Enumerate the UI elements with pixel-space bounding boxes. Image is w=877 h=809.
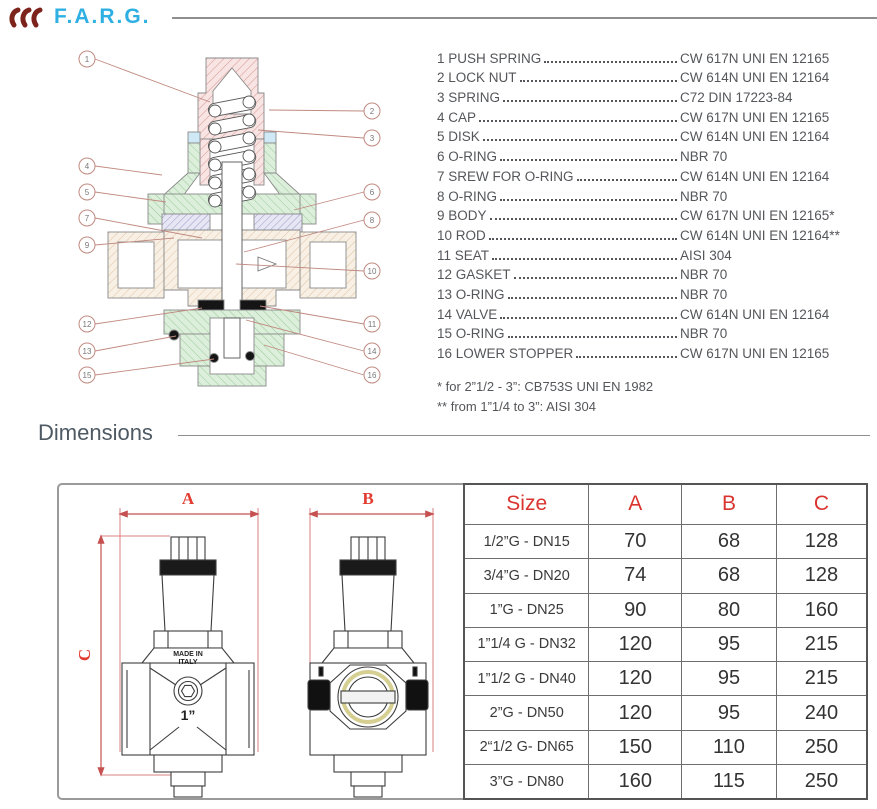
svg-text:8: 8 [369,216,375,225]
value-cell: 240 [776,696,867,730]
dot-leader [508,336,677,338]
value-cell: 150 [589,730,682,764]
svg-text:16: 16 [367,371,377,380]
col-header-size: Size [464,484,589,524]
table-row [464,593,867,627]
made-in-text-1: MADE IN [173,651,203,658]
value-cell: 110 [682,730,777,764]
dimensions-table [463,483,868,800]
value-cell: 160 [776,593,867,627]
valve-cross-section-diagram [62,42,402,417]
dot-leader [514,277,677,279]
value-cell: 120 [589,696,682,730]
size-cell: 1/2”G - DN15 [464,524,589,558]
dot-leader [544,61,677,63]
dot-leader [520,80,677,82]
size-mark-text: 1” [180,707,196,723]
svg-text:1: 1 [84,55,90,64]
dim-label-c: C [75,648,94,662]
part-row: 5 DISK CW 614N UNI EN 12164 [437,129,830,145]
part-row: 15 O-RING NBR 70 [437,326,728,342]
svg-text:14: 14 [367,347,377,356]
value-cell: 250 [776,765,867,799]
table-row [464,559,867,593]
value-cell: 115 [682,765,777,799]
col-header-b: B [682,484,777,524]
dot-leader [503,100,677,102]
value-cell: 215 [776,662,867,696]
value-cell: 128 [776,524,867,558]
brand-logo [8,3,151,31]
value-cell: 95 [682,662,777,696]
size-cell: 2”G - DN50 [464,696,589,730]
part-row: 16 LOWER STOPPER CW 617N UNI EN 12165 [437,346,830,361]
size-cell: 3/4”G - DN20 [464,559,589,593]
table-row [464,662,867,696]
col-header-c: C [776,484,867,524]
svg-text:5: 5 [84,188,90,197]
footnotes [437,377,653,417]
dot-leader [479,120,677,122]
dim-label-b: B [362,489,374,508]
svg-text:3: 3 [369,134,375,143]
dot-leader [492,258,677,260]
table-row [464,627,867,661]
brand-name: F.A.R.G. [54,5,151,28]
part-row: 3 SPRING C72 DIN 17223-84 [437,90,793,106]
dot-leader [490,218,677,220]
part-row: 12 GASKET NBR 70 [437,267,728,283]
part-row: 8 O-RING NBR 70 [437,188,728,204]
svg-text:9: 9 [84,241,90,250]
svg-text:12: 12 [82,320,92,329]
part-row: 10 ROD CW 614N UNI EN 12164** [437,227,840,243]
value-cell: 120 [589,627,682,661]
part-row: 6 O-RING NBR 70 [437,149,728,165]
table-header-row [464,484,867,524]
triple-wave-icon [8,3,50,31]
svg-text:15: 15 [82,371,92,380]
size-cell: 1”1/4 G - DN32 [464,627,589,661]
dot-leader [500,199,677,201]
table-row [464,524,867,558]
made-in-text-2: ITALY [178,659,198,666]
part-row: 7 SREW FOR O-RING CW 614N UNI EN 12164 [437,168,830,184]
dot-leader [489,238,677,240]
section-title: Dimensions [38,420,153,445]
svg-text:10: 10 [367,267,377,276]
value-cell: 160 [589,765,682,799]
size-cell: 2“1/2 G- DN65 [464,730,589,764]
value-cell: 120 [589,662,682,696]
dot-leader [500,159,677,161]
part-row: 11 SEAT AISI 304 [437,247,732,263]
col-header-a: A [589,484,682,524]
value-cell: 80 [682,593,777,627]
value-cell: 95 [682,696,777,730]
footnote-1: * for 2”1/2 - 3”: CB753S UNI EN 1982 [437,379,654,394]
svg-text:7: 7 [84,214,90,223]
value-cell: 74 [589,559,682,593]
valve-parts [108,58,356,386]
value-cell: 90 [589,593,682,627]
value-cell: 215 [776,627,867,661]
svg-text:4: 4 [84,162,90,171]
svg-text:13: 13 [82,347,92,356]
value-cell: 250 [776,730,867,764]
valve-front-view [122,537,254,797]
dot-leader [577,179,677,181]
table-row [464,696,867,730]
dim-label-a: A [181,489,195,508]
value-cell: 70 [589,524,682,558]
valve-side-view [308,537,428,797]
size-cell: 1”G - DN25 [464,593,589,627]
part-row: 4 CAP CW 617N UNI EN 12165 [437,109,830,125]
part-row: 1 PUSH SPRING CW 617N UNI EN 12165 [437,50,830,66]
dot-leader [576,356,677,358]
table-row [464,730,867,764]
svg-text:11: 11 [367,320,377,329]
size-cell: 1”1/2 G - DN40 [464,662,589,696]
size-cell: 3”G - DN80 [464,765,589,799]
part-row: 2 LOCK NUT CW 614N UNI EN 12164 [437,70,830,86]
dot-leader [483,139,677,141]
dot-leader [508,297,677,299]
footnote-2: ** from 1”1/4 to 3”: AISI 304 [437,399,596,414]
svg-text:6: 6 [369,188,375,197]
value-cell: 68 [682,524,777,558]
value-cell: 95 [682,627,777,661]
part-row: 14 VALVE CW 614N UNI EN 12164 [437,306,830,322]
parts-list [437,46,870,361]
dot-leader [500,317,677,319]
value-cell: 68 [682,559,777,593]
header-divider [172,17,877,19]
svg-text:2: 2 [369,107,375,116]
section-divider [178,435,870,436]
part-row: 13 O-RING NBR 70 [437,286,728,302]
value-cell: 128 [776,559,867,593]
valve-dimension-drawings [57,484,463,799]
part-row: 9 BODY CW 617N UNI EN 12165* [437,208,835,224]
table-row [464,765,867,799]
